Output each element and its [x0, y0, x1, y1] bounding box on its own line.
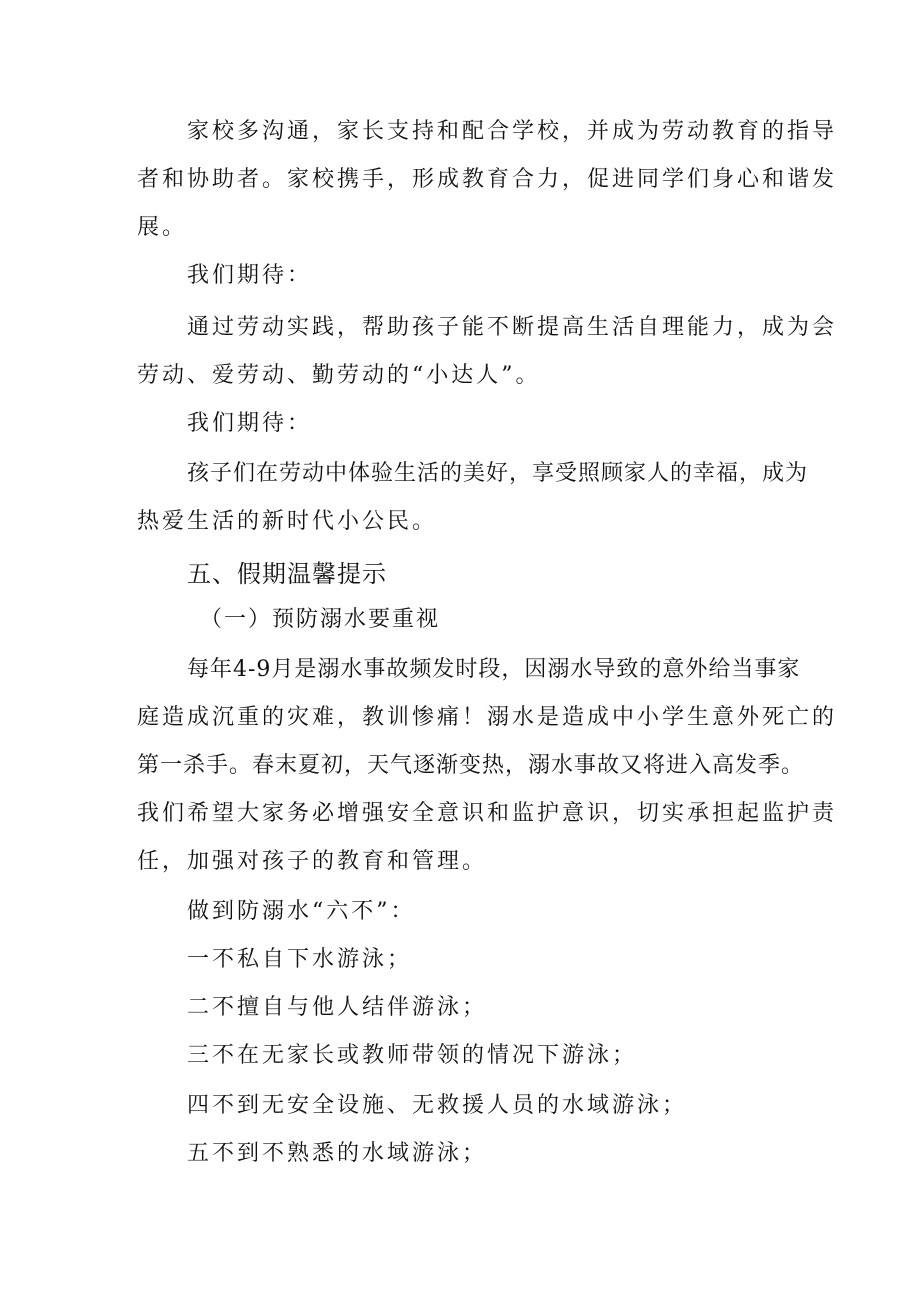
- list-item: 四不到无安全设施、无救援人员的水域游泳；: [187, 1093, 688, 1118]
- expect-label-2: 我们期待：: [187, 411, 313, 436]
- paragraph-2-line-1: 通过劳动实践，帮助孩子能不断提高生活自理能力，成为会: [187, 315, 838, 340]
- expect-label-1: 我们期待：: [187, 263, 313, 288]
- paragraph-4-line-4: 我们希望大家务必增强安全意识和监护意识，切实承担起监护责: [137, 801, 838, 826]
- paragraph-1-line-1: 家校多沟通，家长支持和配合学校，并成为劳动教育的指导: [187, 119, 838, 144]
- paragraph-4-line-3: 第一杀手。春末夏初，天气逐渐变热，溺水事故又将进入高发季。: [137, 753, 805, 778]
- paragraph-3-line-2: 热爱生活的新时代小公民。: [137, 509, 438, 534]
- list-item: 二不擅自与他人结伴游泳；: [187, 995, 488, 1020]
- paragraph-3-line-1: 孩子们在劳动中体验生活的美好，享受照顾家人的幸福，成为: [187, 461, 809, 486]
- list-item: 一不私自下水游泳；: [187, 947, 413, 972]
- paragraph-1-line-3: 展。: [137, 215, 188, 240]
- subheading: （一）预防溺水要重视: [200, 607, 441, 632]
- list-item: 三不在无家长或教师带领的情况下游泳；: [187, 1043, 638, 1068]
- paragraph-4-line-1: 每年4-9月是溺水事故频发时段，因溺水导致的意外给当事家: [187, 657, 801, 682]
- six-nots-intro: 做到防溺水“六不”：: [187, 899, 416, 924]
- list-item: 五不到不熟悉的水域游泳；: [187, 1141, 488, 1166]
- paragraph-4-line-5: 任，加强对孩子的教育和管理。: [137, 849, 488, 874]
- paragraph-1-line-2: 者和协助者。家校携手，形成教育合力，促进同学们身心和谐发: [137, 167, 838, 192]
- section-heading: 五、假期温馨提示: [187, 560, 387, 588]
- paragraph-4-line-2: 庭造成沉重的灾难，教训惨痛！溺水是造成中小学生意外死亡的: [137, 705, 838, 730]
- paragraph-2-line-2: 劳动、爱劳动、勤劳动的“小达人”。: [137, 363, 541, 388]
